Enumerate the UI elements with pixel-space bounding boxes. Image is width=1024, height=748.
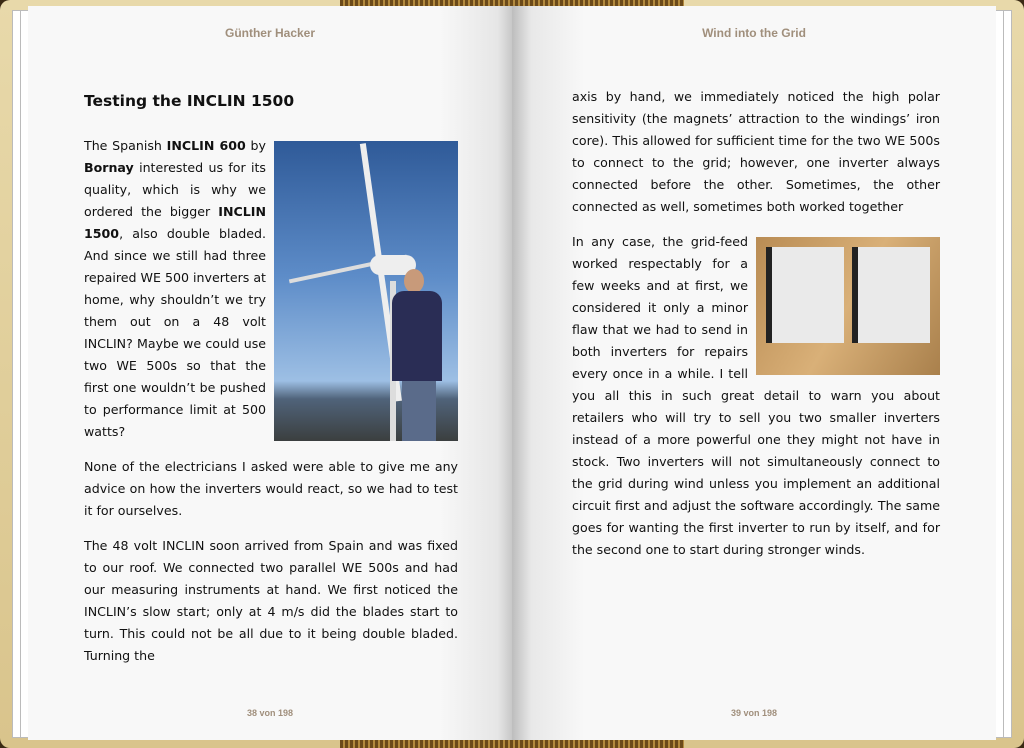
paragraph: In any case, the grid-feed worked respectably for a few weeks and at first, we considered it only a minor flaw that we had to send in both inverters for repairs every once in a while. I tell you all this in such great detail to warn you about retailers who will try to sell you two smaller inverters instead of a more powerful one they might not have in stock. Two inverters will not simultaneously connect to the grid during wind unless you implement an additional circuit first and adjust the software accordingly. The same goes for wanting the first inverter to run by itself, and for the second one to start during stronger winds. xyxy=(572,234,940,557)
running-head-author: Günther Hacker xyxy=(224,26,316,40)
left-page-text xyxy=(84,90,458,680)
wind-turbine-photo xyxy=(274,141,458,441)
page-number: 38 von 198 xyxy=(246,708,294,718)
paragraph: axis by hand, we immediately noticed the high polar sensitivity (the magnets’ attraction to the windings’ iron core). This allowed for sufficient time for the two WE 500s to connect to the grid; however, one inverter always connected before the other. Sometimes, the other connected as well, sometimes both worked together xyxy=(572,89,940,214)
running-head-title: Wind into the Grid xyxy=(702,26,806,40)
paragraph: The Spanish INCLIN 600 by Bornay interested us for its quality, which is why we ordered the bigger INCLIN 1500, also double bladed. And since we still had three repaired WE 500 inverters at home, why shouldn’t we try them out on a 48 volt INCLIN? Maybe we could use two WE 500s so that the first one wouldn’t be pushed to performance limit at 500 watts? xyxy=(84,135,458,443)
right-page-text xyxy=(572,86,940,574)
paragraph: None of the electricians I asked were able to give me any advice on how the inverters would react, so we had to test it for ourselves. xyxy=(84,459,458,518)
page-number: 39 von 198 xyxy=(730,708,778,718)
left-page[interactable] xyxy=(28,6,512,740)
chapter-heading: Testing the INCLIN 1500 xyxy=(84,92,295,110)
inverters-photo xyxy=(756,237,940,375)
wood-background-bottom xyxy=(340,740,684,748)
right-page[interactable] xyxy=(512,6,996,740)
paragraph: The 48 volt INCLIN soon arrived from Spain and was fixed to our roof. We connected two parallel WE 500s and had our measuring instruments at hand. We first noticed the INCLIN’s slow start; only at 4 m/s did the blades start to turn. This could not be all due to it being double bladed. Turning the xyxy=(84,538,458,663)
